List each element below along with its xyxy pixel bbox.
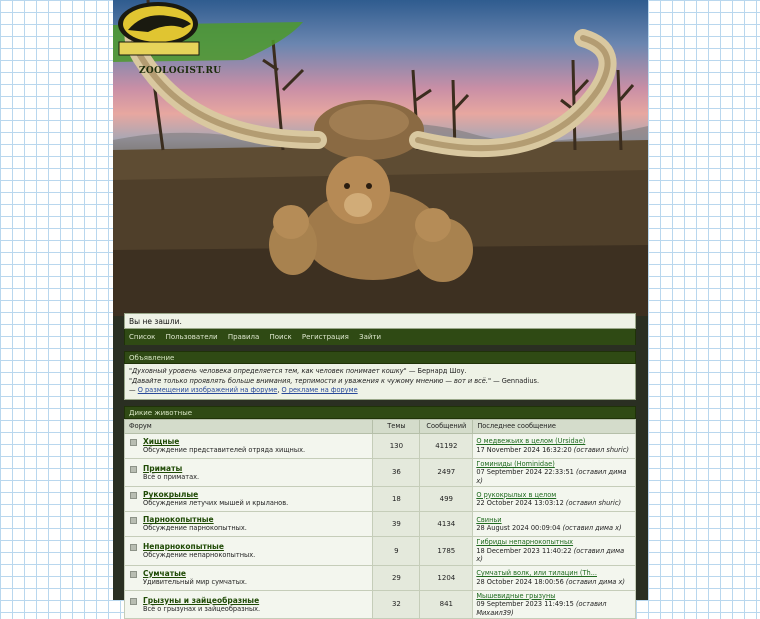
announcement-body (124, 364, 636, 400)
header-banner (113, 0, 648, 316)
topics-count: 9 (373, 537, 420, 566)
main-nav (124, 329, 636, 345)
forum-cell (125, 458, 373, 487)
column-topics: Темы (373, 419, 420, 433)
posts-count: 41192 (420, 433, 473, 458)
last-post-cell (473, 487, 636, 512)
last-post-date: 28 August 2024 00:09:04 (476, 524, 560, 532)
forum-cell (125, 433, 373, 458)
last-post-cell (473, 458, 636, 487)
forum-description: Обсуждения летучих мышей и крыланов. (143, 499, 288, 508)
login-status: Вы не зашли. (124, 313, 636, 329)
category-header: Дикие животные (124, 406, 636, 419)
links-dash: — (129, 386, 138, 394)
forum-description: Всё о грызунах и зайцеобразных. (143, 605, 260, 614)
topics-count: 39 (373, 512, 420, 537)
forum-title-link[interactable]: Рукокрылые (143, 490, 288, 499)
forum-title-link[interactable]: Парнокопытные (143, 515, 247, 524)
last-post-topic-link[interactable]: Свиньи (476, 516, 501, 524)
last-post-author: (оставил shuric) (566, 499, 621, 507)
table-row (125, 487, 636, 512)
last-post-cell (473, 512, 636, 537)
column-posts: Сообщений (420, 419, 473, 433)
topics-count: 130 (373, 433, 420, 458)
forum-description: Обсуждение представителей отряда хищных. (143, 446, 305, 455)
table-header-row (125, 419, 636, 433)
quote-2-author: — Gennadius. (491, 377, 539, 385)
last-post-topic-link[interactable]: О рукокрылых в целом (476, 491, 556, 499)
forum-description: Удивительный мир сумчатых. (143, 578, 247, 587)
forum-cell (125, 565, 373, 590)
last-post-cell (473, 565, 636, 590)
last-post-author: (оставил дима х) (476, 547, 624, 564)
nav-item-login[interactable]: Зайти (359, 333, 381, 341)
forum-status-icon (130, 517, 137, 524)
last-post-author: (оставил дима х) (566, 578, 625, 586)
posts-count: 4134 (420, 512, 473, 537)
table-row (125, 590, 636, 619)
quote-1-author: — Бернард Шоу. (407, 367, 467, 375)
posts-count: 499 (420, 487, 473, 512)
nav-item-register[interactable]: Регистрация (302, 333, 349, 341)
posts-count: 1785 (420, 537, 473, 566)
quote-1: "Духовный уровень человека определяется тем, как человек понимает кошку" (129, 367, 407, 375)
forum-cell (125, 590, 373, 619)
forum-cell (125, 487, 373, 512)
last-post-topic-link[interactable]: Мышевидные грызуны (476, 592, 555, 600)
forum-content (124, 313, 636, 619)
column-last-post: Последнее сообщение (473, 419, 636, 433)
last-post-cell (473, 590, 636, 619)
last-post-date: 09 September 2023 11:49:15 (476, 600, 574, 608)
announcement-header: Объявление (124, 351, 636, 364)
forum-title-link[interactable]: Сумчатые (143, 569, 247, 578)
last-post-topic-link[interactable]: Гибриды непарнокопытных (476, 538, 573, 546)
nav-item-rules[interactable]: Правила (228, 333, 259, 341)
ads-rules-link[interactable]: О рекламе на форуме (282, 386, 358, 394)
nav-item-list[interactable]: Список (129, 333, 155, 341)
zoologist-logo-icon[interactable] (113, 0, 221, 58)
last-post-topic-link[interactable]: О медвежьих в целом (Ursidae) (476, 437, 585, 445)
quote-2: "Давайте только проявлять больше внимания, терпимости и уважения к чужому мнению — вот и всё." (129, 377, 491, 385)
last-post-date: 28 October 2024 18:00:56 (476, 578, 563, 586)
table-row (125, 565, 636, 590)
images-rules-link[interactable]: О размещении изображений на форуме (138, 386, 278, 394)
table-row (125, 433, 636, 458)
posts-count: 841 (420, 590, 473, 619)
topics-count: 29 (373, 565, 420, 590)
links-separator: , (277, 386, 281, 394)
topics-count: 36 (373, 458, 420, 487)
last-post-date: 07 September 2024 22:33:51 (476, 468, 574, 476)
forum-description: Обсуждение парнокопытных. (143, 524, 247, 533)
forum-status-icon (130, 492, 137, 499)
topics-count: 32 (373, 590, 420, 619)
last-post-author: (оставил дима х) (563, 524, 622, 532)
forum-status-icon (130, 571, 137, 578)
last-post-topic-link[interactable]: Гоминиды (Hominidae) (476, 460, 554, 468)
forum-title-link[interactable]: Непарнокопытные (143, 542, 255, 551)
last-post-topic-link[interactable]: Сумчатый волк, или тилацин (Th... (476, 569, 597, 577)
forum-cell (125, 537, 373, 566)
forum-description: Всё о приматах. (143, 473, 199, 482)
last-post-date: 18 December 2023 11:40:22 (476, 547, 571, 555)
forum-title-link[interactable]: Приматы (143, 464, 199, 473)
forums-table (124, 419, 636, 619)
page-container (113, 0, 648, 600)
table-row (125, 458, 636, 487)
table-row (125, 537, 636, 566)
nav-item-users[interactable]: Пользователи (166, 333, 218, 341)
forum-status-icon (130, 466, 137, 473)
last-post-cell (473, 433, 636, 458)
last-post-date: 17 November 2024 16:32:20 (476, 446, 571, 454)
forum-title-link[interactable]: Грызуны и зайцеобразные (143, 596, 260, 605)
last-post-author: (оставил Михаил39) (476, 600, 606, 617)
posts-count: 2497 (420, 458, 473, 487)
topics-count: 18 (373, 487, 420, 512)
logo-text: ZOOLOGIST.RU (139, 66, 221, 76)
table-row (125, 512, 636, 537)
last-post-cell (473, 537, 636, 566)
forum-status-icon (130, 439, 137, 446)
forum-title-link[interactable]: Хищные (143, 437, 305, 446)
forum-status-icon (130, 598, 137, 605)
last-post-author: (оставил дима х) (476, 468, 626, 485)
last-post-date: 22 October 2024 13:03:12 (476, 499, 563, 507)
forum-description: Обсуждение непарнокопытных. (143, 551, 255, 560)
nav-item-search[interactable]: Поиск (270, 333, 292, 341)
forum-cell (125, 512, 373, 537)
forum-status-icon (130, 544, 137, 551)
column-forum: Форум (125, 419, 373, 433)
posts-count: 1204 (420, 565, 473, 590)
last-post-author: (оставил shuric) (574, 446, 629, 454)
